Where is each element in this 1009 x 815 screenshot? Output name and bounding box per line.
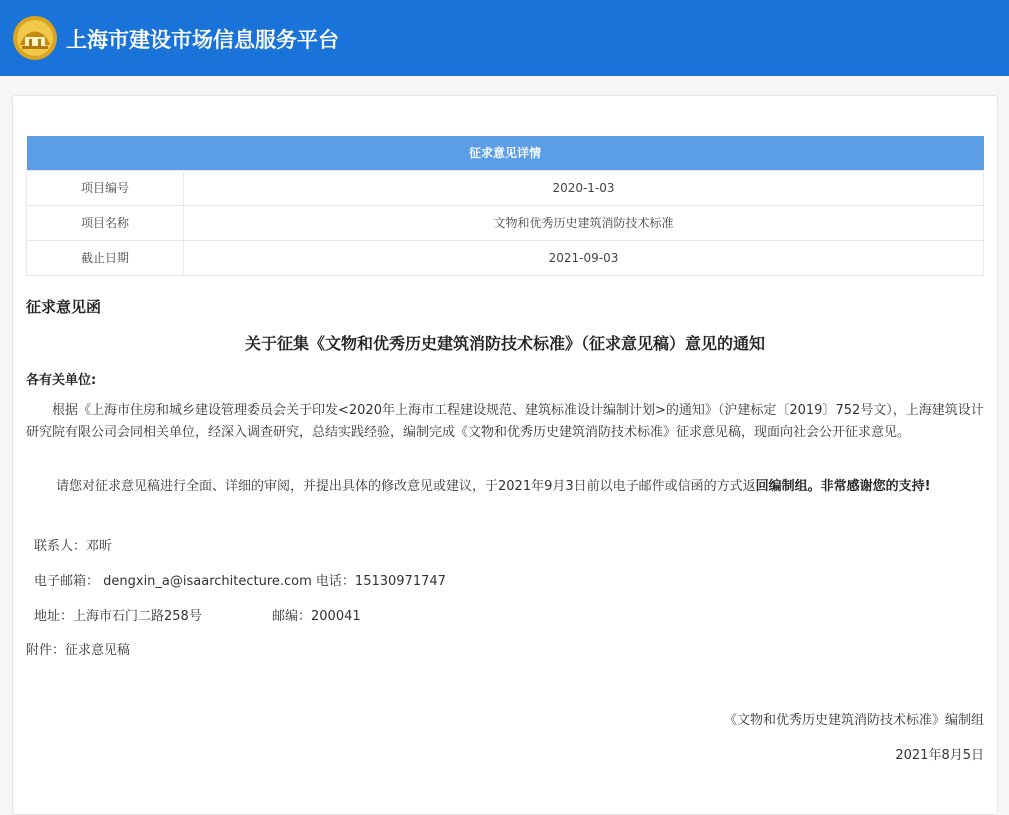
contact-email-phone: 电子邮箱： dengxin_a@isaarchitecture.com 电话：15130971747	[34, 574, 446, 589]
row-value-deadline: 2021-09-03	[184, 240, 984, 275]
paragraph-request-thanks: 回编制组。非常感谢您的支持!	[755, 479, 931, 494]
row-label-deadline: 截止日期	[27, 240, 184, 275]
paragraph-request-text: 请您对征求意见稿进行全面、详细的审阅，并提出具体的修改意见或建议，于2021年9月3日前以电子邮件或信函的方式返	[56, 479, 756, 494]
contact-postcode: 邮编：200041	[272, 609, 361, 624]
table-row	[27, 205, 984, 240]
row-label-project-name: 项目名称	[27, 205, 184, 240]
paragraph-request	[26, 476, 984, 498]
table-title: 征求意见详情	[27, 136, 984, 170]
contact-person: 联系人：邓昕	[34, 539, 113, 554]
platform-logo-icon[interactable]	[12, 15, 58, 61]
top-header	[0, 0, 1009, 76]
row-value-project-name: 文物和优秀历史建筑消防技术标准	[184, 205, 984, 240]
site-title[interactable]: 上海市建设市场信息服务平台	[66, 28, 339, 52]
row-label-project-number: 项目编号	[27, 170, 184, 205]
table-row	[27, 170, 984, 205]
consultation-detail-table	[26, 136, 984, 276]
attachment-line[interactable]: 附件：征求意见稿	[26, 643, 131, 658]
salutation: 各有关单位:	[26, 373, 97, 388]
signature-group: 《文物和优秀历史建筑消防技术标准》编制组	[723, 713, 984, 728]
notice-title: 关于征集《文物和优秀历史建筑消防技术标准》（征求意见稿）意见的通知	[244, 334, 765, 353]
signature-date: 2021年8月5日	[895, 748, 984, 763]
table-header-row	[27, 136, 984, 170]
section-title: 征求意见函	[26, 298, 102, 316]
contact-address: 地址：上海市石门二路258号	[34, 609, 202, 624]
paragraph-background: 根据《上海市住房和城乡建设管理委员会关于印发<2020年上海市工程建设规范、建筑标准设计编制计划>的通知》（沪建标定〔2019〕752号文），上海建筑设计研究院有限公司会同相关单位，经深入调查研究，总结实践经验，编制完成《文物和优秀历史建筑消防技术标准》征求意见稿，现面向社会公开征求意见。	[26, 403, 984, 440]
table-row	[27, 240, 984, 275]
row-value-project-number: 2020-1-03	[184, 170, 984, 205]
